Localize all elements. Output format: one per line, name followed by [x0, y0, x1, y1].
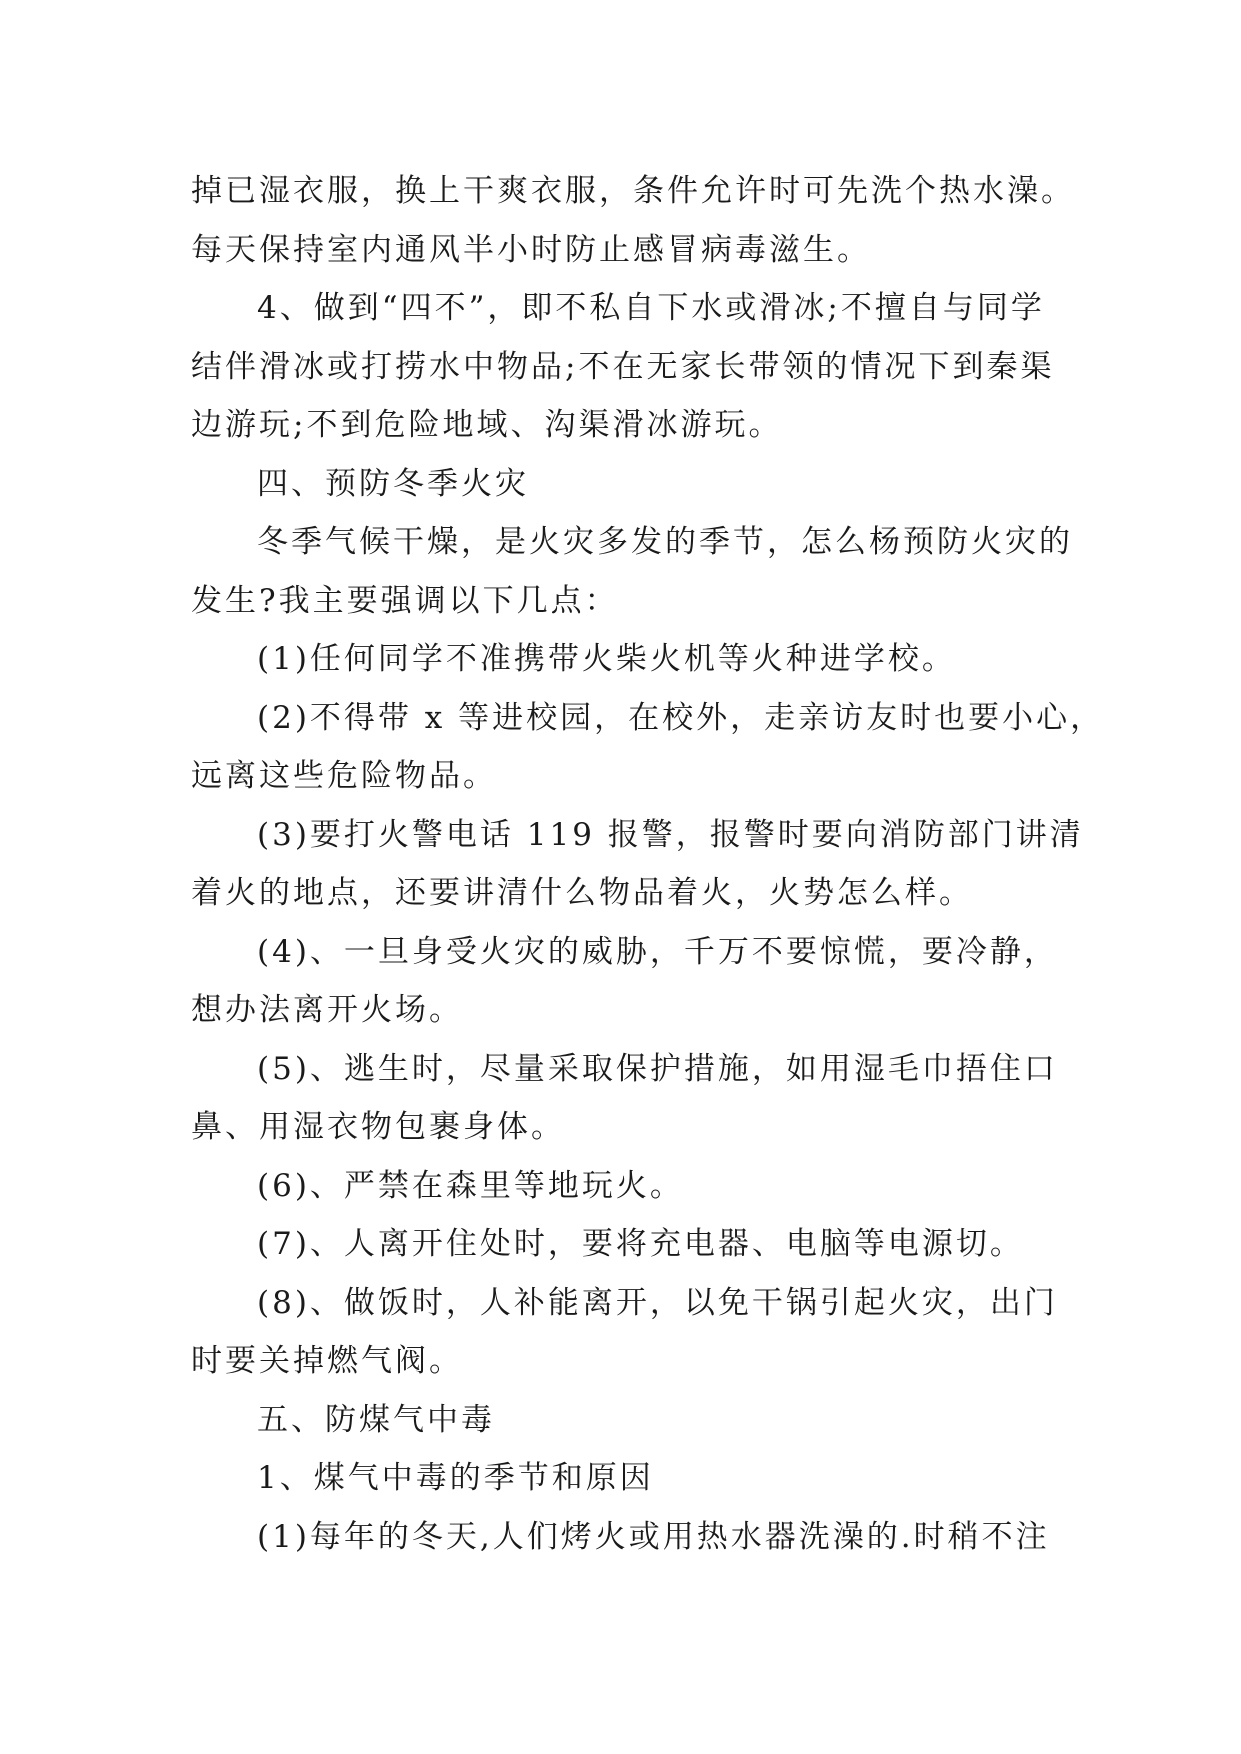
- list-item: (4)、一旦身受火灾的威胁，千万不要惊慌，要冷静，: [257, 933, 1058, 970]
- text-line: 冬季气候干燥，是火灾多发的季节，怎么杨预防火灾的: [257, 524, 1073, 560]
- text-line: 结伴滑冰或打捞水中物品;不在无家长带领的情况下到秦渠: [191, 348, 1055, 385]
- text-line: 鼻、用湿衣物包裹身体。: [191, 1109, 565, 1145]
- text-line: 着火的地点，还要讲清什么物品着火，火势怎么样。: [191, 875, 973, 911]
- text-line: 远离这些危险物品。: [191, 758, 497, 794]
- list-item: (3)要打火警电话 119 报警，报警时要向消防部门讲清: [257, 816, 1084, 853]
- document-body: [191, 162, 1105, 1566]
- list-item: (8)、做饭时，人补能离开，以免干锅引起火灾，出门: [257, 1284, 1058, 1321]
- text-line: 边游玩;不到危险地域、沟渠滑冰游玩。: [191, 407, 783, 443]
- list-item: (5)、逃生时，尽量采取保护措施，如用湿毛巾捂住口: [257, 1050, 1058, 1087]
- list-item: (2)不得带 x 等进校园，在校外，走亲访友时也要小心，: [257, 699, 1105, 736]
- list-item: (1)每年的冬天,人们烤火或用热水器洗澡的.时稍不注: [257, 1518, 1050, 1555]
- text-line: 每天保持室内通风半小时防止感冒病毒滋生。: [191, 231, 871, 268]
- list-item: (1)任何同学不准携带火柴火机等火种进学校。: [257, 641, 956, 677]
- section-heading: 四、预防冬季火灾: [257, 465, 529, 502]
- text-line: 发生?我主要强调以下几点：: [191, 582, 619, 619]
- text-line: 4、做到“四不”，即不私自下水或滑冰;不擅自与同学: [257, 290, 1045, 326]
- text-line: 掉已湿衣服，换上干爽衣服，条件允许时可先洗个热水澡。: [191, 173, 1075, 209]
- text-line: 时要关掉燃气阀。: [191, 1343, 463, 1379]
- list-item: (7)、人离开住处时，要将充电器、电脑等电源切。: [257, 1226, 1024, 1262]
- text-line: 想办法离开火场。: [191, 992, 463, 1028]
- section-heading: 五、防煤气中毒: [257, 1401, 495, 1438]
- subsection-heading: 1、煤气中毒的季节和原因: [257, 1460, 654, 1496]
- list-item: (6)、严禁在森里等地玩火。: [257, 1167, 684, 1204]
